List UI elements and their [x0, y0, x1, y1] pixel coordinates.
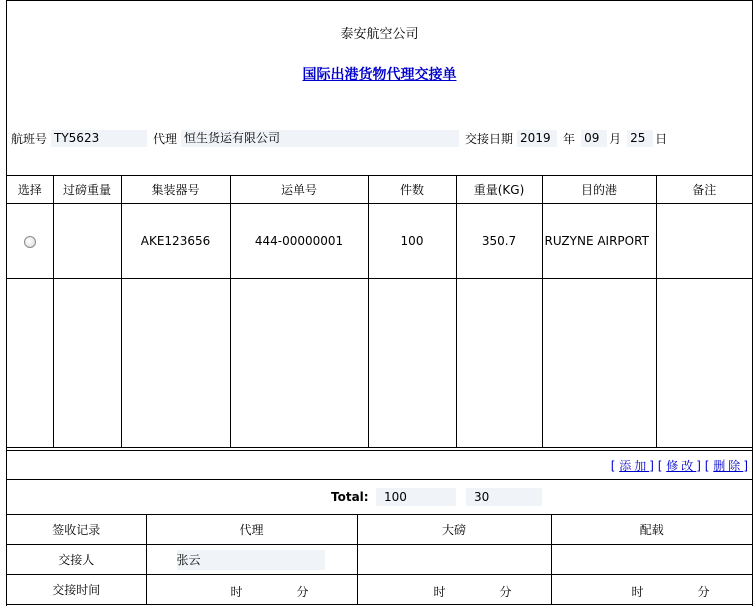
month-field[interactable]: 09 [581, 130, 607, 147]
bracket: [ [610, 459, 616, 473]
uld-cell: AKE123656 [121, 204, 230, 279]
col-header-uld: 集装器号 [121, 176, 230, 204]
sign-col-scale: 大磅 [357, 515, 551, 545]
handover-time-label: 交接时间 [7, 575, 146, 605]
time-cell-agent[interactable] [146, 575, 357, 605]
flight-number-field[interactable]: TY5623 [51, 130, 147, 147]
sign-col-agent: 代理 [146, 515, 357, 545]
time-cell-loading[interactable] [551, 575, 752, 605]
bracket: ] [696, 459, 701, 473]
empty-cell [7, 279, 53, 448]
empty-cell [121, 279, 230, 448]
bracket: [ [704, 459, 710, 473]
handler-agent-cell [146, 545, 357, 575]
empty-cell [368, 279, 456, 448]
empty-cell [542, 279, 656, 448]
sign-col-loading: 配载 [551, 515, 752, 545]
handover-date-label: 交接日期 [465, 131, 514, 146]
col-header-weighed: 过磅重量 [53, 176, 121, 204]
handler-agent-field[interactable]: 张云 [177, 550, 325, 570]
row-select-cell [7, 204, 53, 279]
handler-loading-cell[interactable] [551, 545, 752, 575]
month-label: 月 [609, 131, 622, 146]
company-name: 泰安航空公司 [340, 27, 419, 42]
col-header-select: 选择 [7, 176, 53, 204]
empty-cell [456, 279, 542, 448]
total-pieces-field[interactable]: 100 [376, 488, 456, 506]
flight-number-label: 航班号 [11, 131, 48, 146]
empty-row [7, 279, 752, 448]
col-header-pieces: 件数 [368, 176, 456, 204]
empty-cell [230, 279, 368, 448]
col-header-weight: 重量(KG) [456, 176, 542, 204]
sign-header-row [7, 515, 752, 545]
handover-form [6, 0, 753, 606]
hour-label: 时 [230, 585, 243, 599]
hour-label: 时 [631, 585, 644, 599]
col-header-awb: 运单号 [230, 176, 368, 204]
add-link[interactable]: 添加 [619, 459, 650, 473]
agent-field[interactable]: 恒生货运有限公司 [181, 130, 459, 147]
col-header-destination: 目的港 [542, 176, 656, 204]
totals-row [7, 488, 752, 506]
bracket: [ [657, 459, 663, 473]
time-cell-scale[interactable] [357, 575, 551, 605]
total-weight-field[interactable]: 30 [466, 488, 542, 506]
bracket: ] [649, 459, 654, 473]
empty-cell [53, 279, 121, 448]
total-label: Total: [331, 490, 369, 504]
edit-link[interactable]: 修改 [666, 459, 697, 473]
year-label: 年 [563, 131, 576, 146]
form-title[interactable]: 国际出港货物代理交接单 [302, 67, 457, 83]
table-row [7, 204, 752, 279]
sign-record-label: 签收记录 [7, 515, 146, 545]
action-links [611, 457, 748, 474]
bracket: ] [743, 459, 748, 473]
awb-cell: 444-00000001 [230, 204, 368, 279]
flight-info-row [11, 129, 751, 147]
hour-label: 时 [433, 585, 446, 599]
day-label: 日 [655, 131, 668, 146]
handler-scale-cell[interactable] [357, 545, 551, 575]
weighed-cell [53, 204, 121, 279]
empty-cell [656, 279, 752, 448]
time-row [7, 575, 752, 605]
weight-cell: 350.7 [456, 204, 542, 279]
sign-table [7, 514, 752, 605]
destination-cell: RUZYNE AIRPORT [542, 204, 656, 279]
day-field[interactable]: 25 [627, 130, 653, 147]
delete-link[interactable]: 删除 [713, 459, 744, 473]
handler-row [7, 545, 752, 575]
year-field[interactable]: 2019 [517, 130, 557, 147]
action-bar [7, 450, 752, 480]
minute-label: 分 [499, 585, 512, 599]
col-header-remark: 备注 [656, 176, 752, 204]
row-select-radio[interactable] [24, 236, 36, 248]
remark-cell [656, 204, 752, 279]
cargo-header-row [7, 176, 752, 204]
agent-label: 代理 [153, 131, 178, 146]
minute-label: 分 [697, 585, 710, 599]
pieces-cell: 100 [368, 204, 456, 279]
minute-label: 分 [296, 585, 309, 599]
handler-label: 交接人 [7, 545, 146, 575]
cargo-table [7, 175, 752, 448]
